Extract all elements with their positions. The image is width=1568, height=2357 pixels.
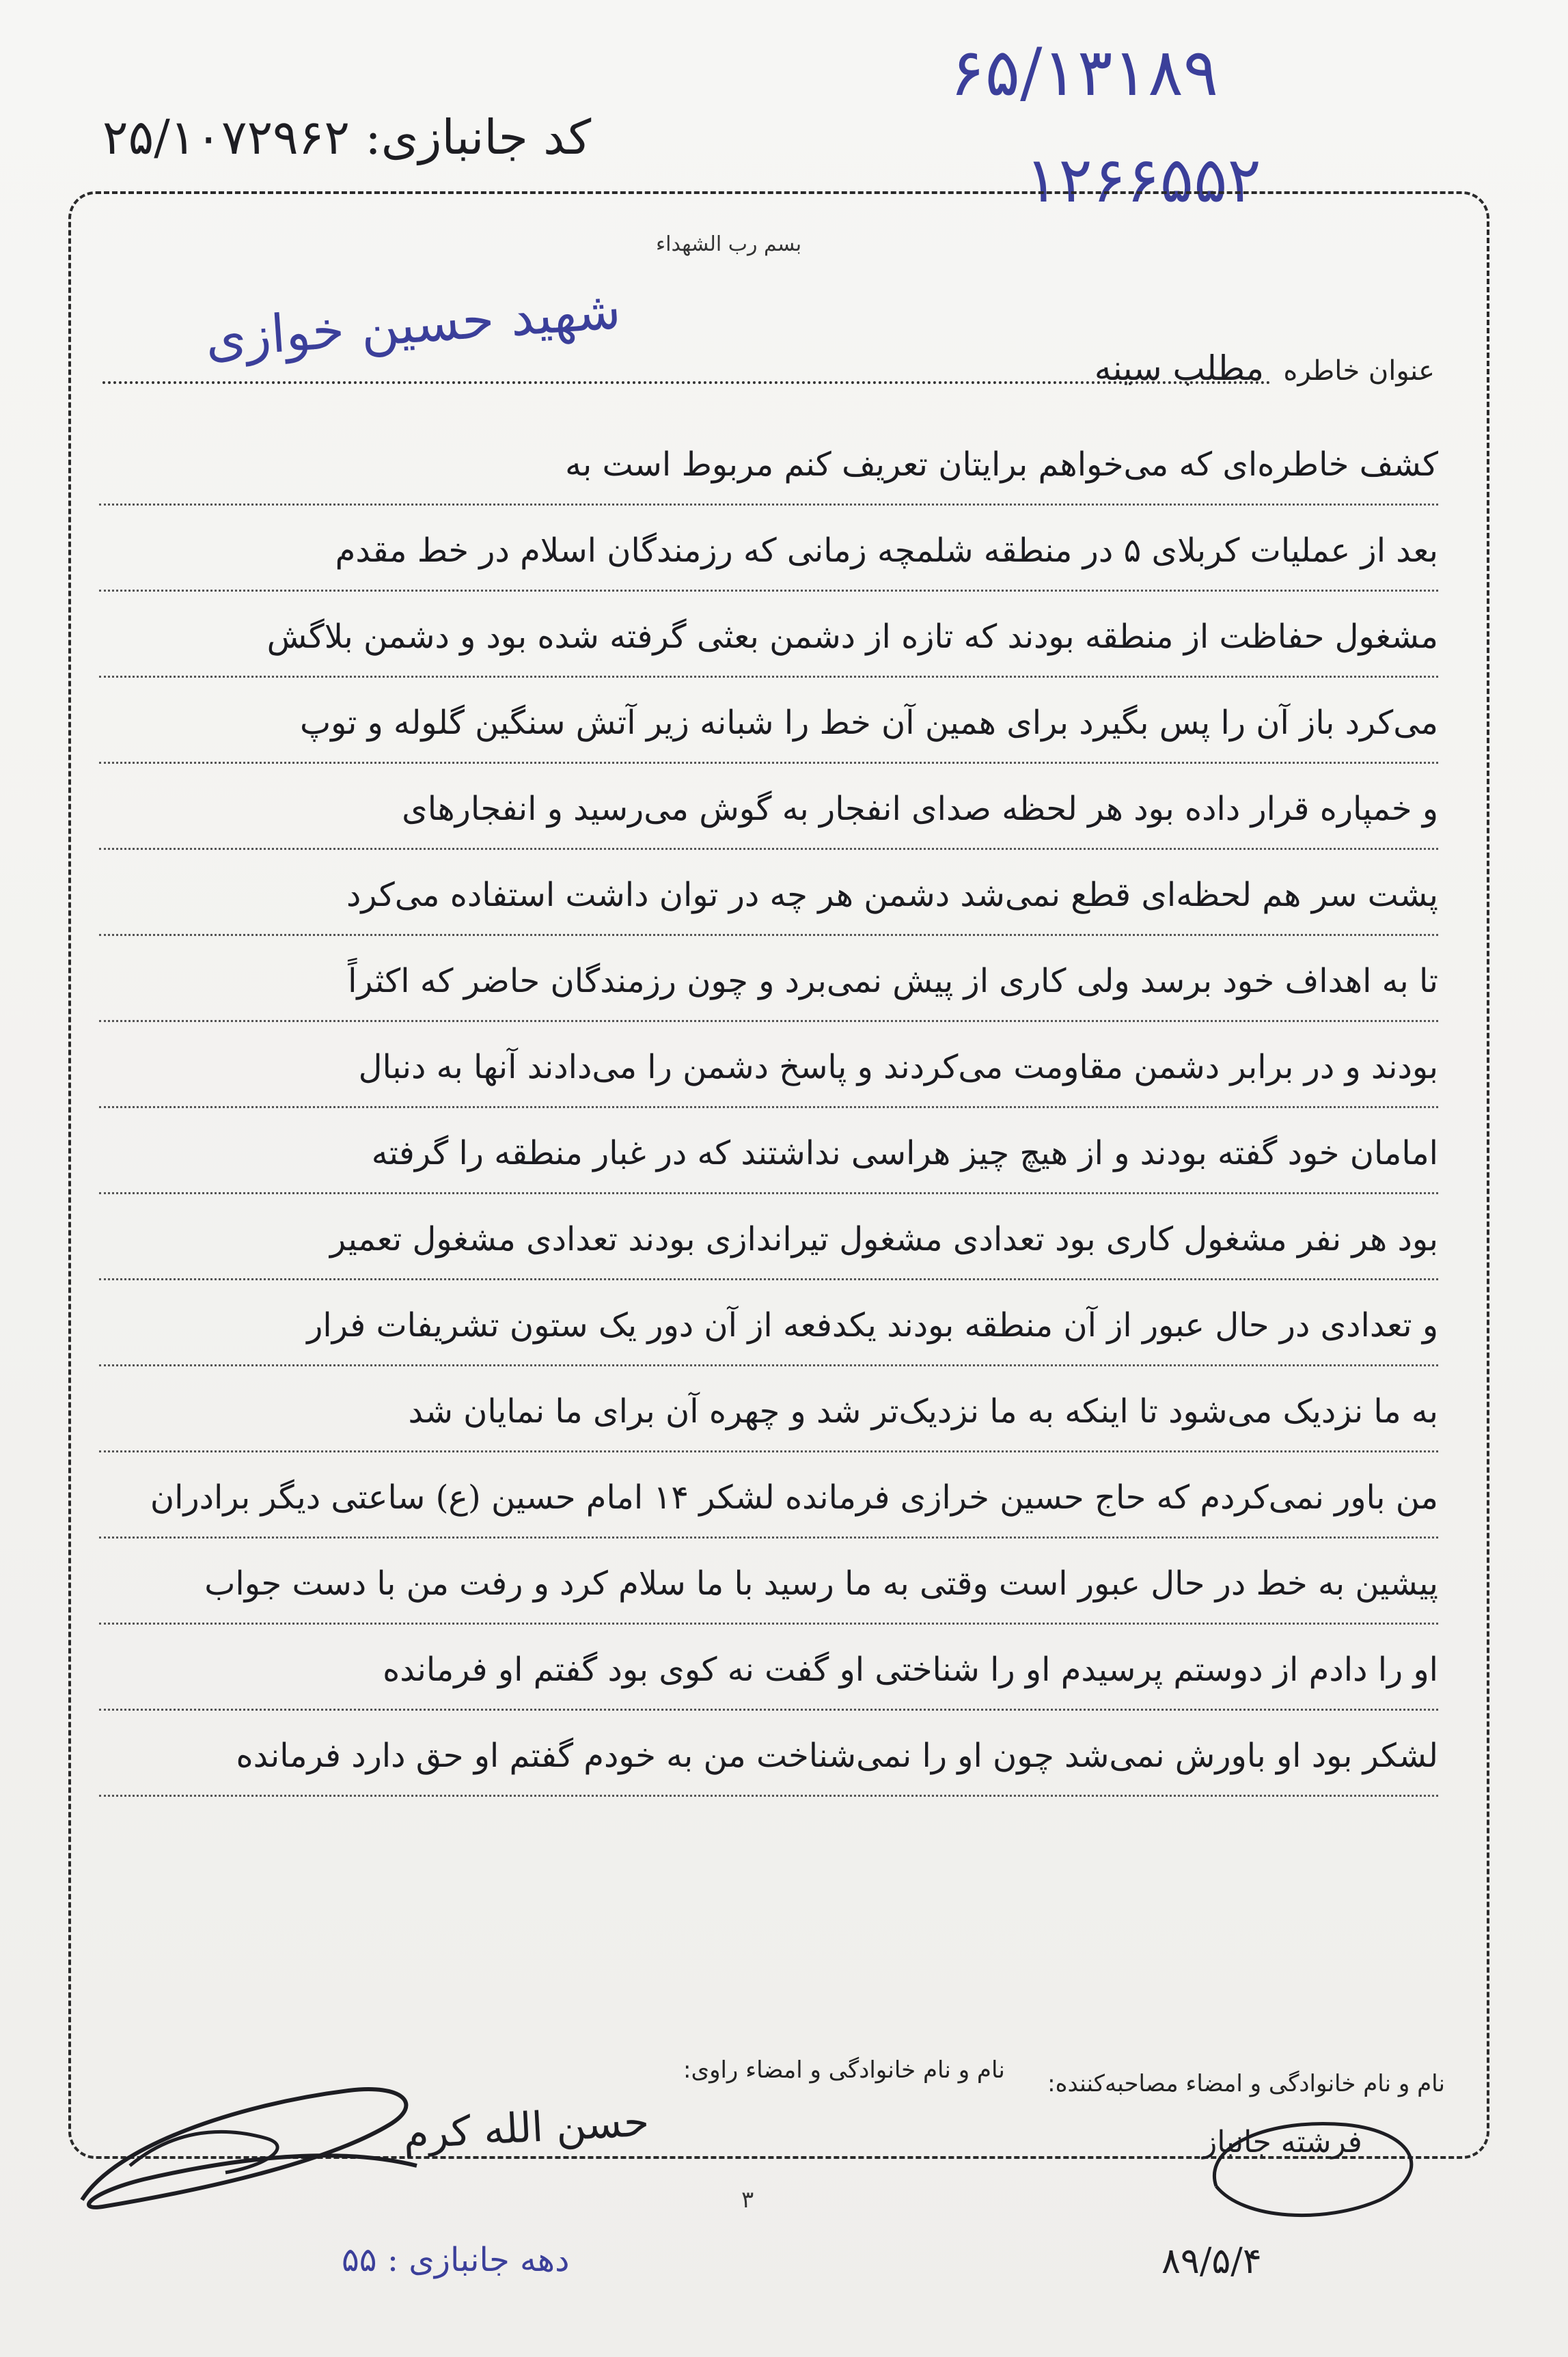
body-line: او را دادم از دوستم پرسیدم او را شناختی او گفت نه کوی بود گفتم او فرمانده	[99, 1642, 1438, 1728]
narrator-name: حسن الله کرم	[402, 2097, 650, 2159]
body-line: بعد از عملیات کربلای ۵ در منطقه شلمچه زمانی که رزمندگان اسلام در خط مقدم	[99, 523, 1438, 609]
title-label: عنوان خاطره	[1283, 355, 1435, 387]
bismillah-heading: بسم رب الشهداء	[656, 232, 802, 256]
body-line: به ما نزدیک می‌شود تا اینکه به ما نزدیک‌تر شد و چهره آن برای ما نمایان شد	[99, 1384, 1438, 1470]
decade-label: دهه جانبازی : ۵۵	[342, 2241, 570, 2279]
memoir-body	[99, 437, 1438, 1815]
title-row	[102, 348, 1435, 396]
writer-label: فرشته جانباز	[1202, 2125, 1362, 2160]
martyr-name: شهید حسین خوازی	[203, 279, 623, 370]
title-dotted-line	[102, 381, 1271, 384]
body-line: کشف خاطره‌ای که می‌خواهم برایتان تعریف کنم مربوط است به	[99, 437, 1438, 523]
file-code-line: کد جانبازی: ۲۵/۱۰۷۲۹۶۲	[102, 109, 592, 165]
body-line: و خمپاره قرار داده بود هر لحظه صدای انفجار به گوش می‌رسید و انفجارهای	[99, 782, 1438, 868]
body-line: پشت سر هم لحظه‌ای قطع نمی‌شد دشمن هر چه در توان داشت استفاده می‌کرد	[99, 868, 1438, 954]
body-line: بود هر نفر مشغول کاری بود تعدادی مشغول تیراندازی بودند تعدادی مشغول تعمیر	[99, 1212, 1438, 1298]
title-value: مطلب سینه	[1094, 348, 1264, 388]
body-line: می‌کرد باز آن را پس بگیرد برای همین آن خط را شبانه زیر آتش سنگین گلوله و توپ	[99, 695, 1438, 782]
archive-code-2: ۱۲۶۶۵۵۲	[1025, 143, 1261, 217]
body-line: امامان خود گفته بودند و از هیچ چیز هراسی نداشتند که در غبار منطقه را گرفته	[99, 1126, 1438, 1212]
narrator-signature	[61, 2063, 444, 2227]
body-line: من باور نمی‌کردم که حاج حسین خرازی فرمانده لشکر ۱۴ امام حسین (ع) ساعتی دیگر برادران	[99, 1470, 1438, 1556]
body-line: و تعدادی در حال عبور از آن منطقه بودند یکدفعه از آن دور یک ستون تشریفات فرار	[99, 1298, 1438, 1384]
body-line: مشغول حفاظت از منطقه بودند که تازه از دشمن بعثی گرفته شده بود و دشمن بلاگش	[99, 609, 1438, 695]
interviewer-label: نام و نام خانوادگی و امضاء مصاحبه‌کننده:	[1047, 2070, 1445, 2097]
narrator-label: نام و نام خانوادگی و امضاء راوی:	[683, 2056, 1005, 2084]
archive-code-1: ۶۵/۱۳۱۸۹	[950, 34, 1219, 111]
body-line: تا به اهداف خود برسد ولی کاری از پیش نمی‌برد و چون رزمندگان حاضر که اکثراً	[99, 954, 1438, 1040]
body-line: پیشین به خط در حال عبور است وقتی به ما رسید با ما سلام کرد و رفت من با دست جواب	[99, 1556, 1438, 1642]
body-line: بودند و در برابر دشمن مقاومت می‌کردند و پاسخ دشمن را می‌دادند آنها به دنبال	[99, 1040, 1438, 1126]
date-value: ۸۹/۵/۴	[1161, 2241, 1262, 2282]
page-number: ۳	[741, 2186, 754, 2214]
body-line: لشکر بود او باورش نمی‌شد چون او را نمی‌شناخت من به خودم گفتم او حق دارد فرمانده	[99, 1728, 1438, 1815]
interviewer-signature	[1189, 2104, 1448, 2227]
